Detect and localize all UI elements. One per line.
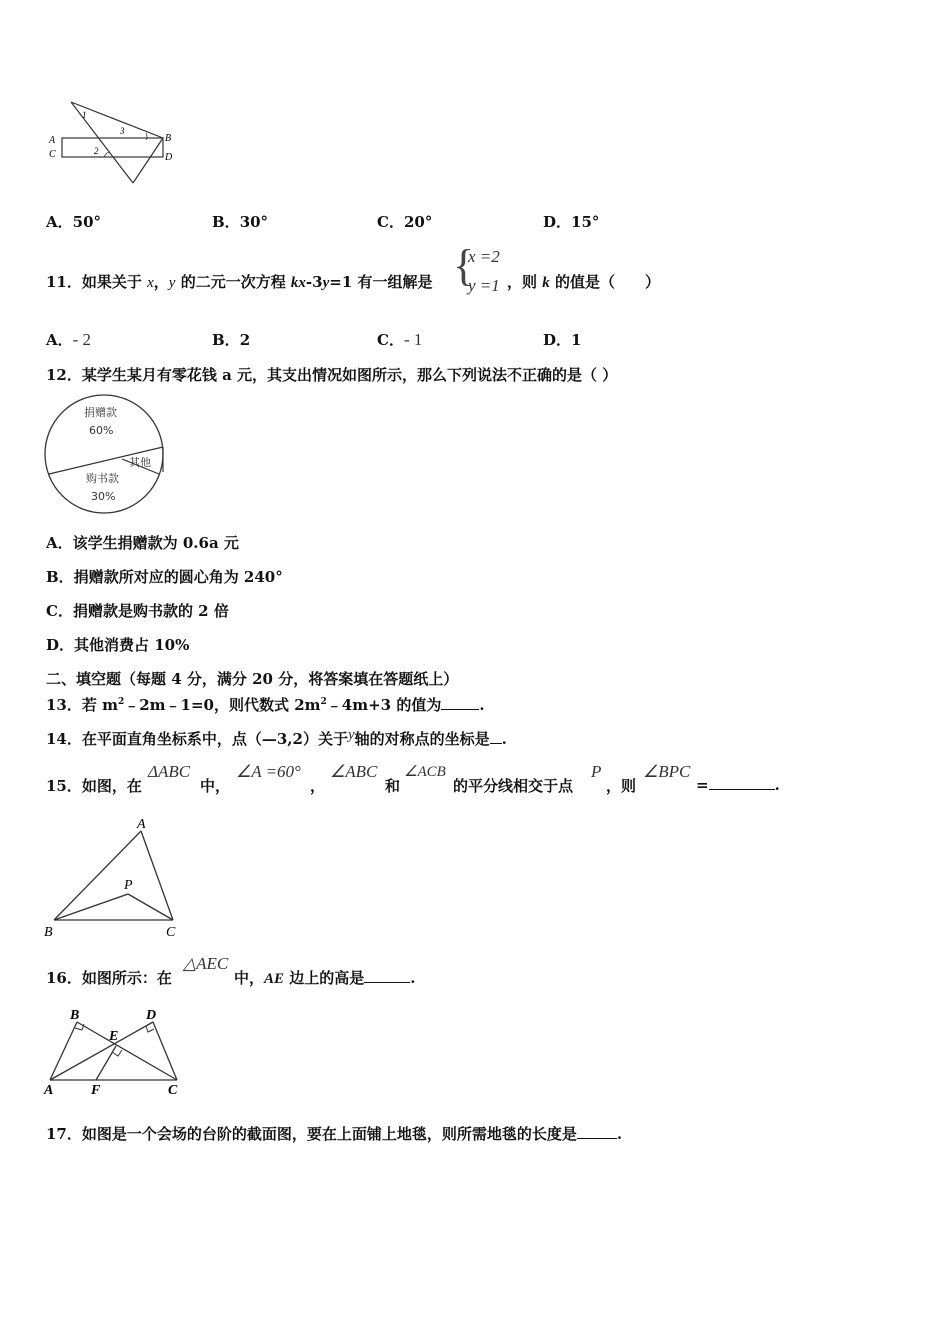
comma: ， (153, 273, 169, 291)
q16-text: 中， (234, 969, 265, 987)
q15-answer (696, 775, 780, 794)
q15-ze: ，则 (606, 777, 637, 795)
q15-angle-acb: ∠ACB (404, 764, 446, 780)
q15-triangle: ΔABC (148, 762, 191, 781)
q11-stem (46, 271, 433, 292)
q16-segment-ab (50, 1022, 77, 1080)
q11-system-line1: x =2 (468, 247, 500, 266)
q12-pie-chart (40, 392, 170, 517)
pie-label-donation: 捐赠款 (84, 406, 117, 419)
var-x: x (147, 275, 154, 291)
q16-segment-fe (96, 1046, 116, 1080)
q11-system-line2: y =1 (468, 276, 500, 295)
q12-stem: 12．某学生某月有零花钱 a 元，其支出情况如图所示，那么下列说法不正确的是（ ） (46, 366, 618, 384)
q11-text: 如果关于 (81, 273, 148, 291)
q13-text: 13．若 m (46, 696, 118, 714)
q13-stem (46, 694, 485, 715)
q15-segment-cp (128, 894, 173, 920)
option-key: B． (212, 213, 240, 231)
q11-number: 11． (46, 273, 82, 291)
option-text: 1 (571, 331, 582, 349)
q16-segment-cd (153, 1022, 177, 1080)
q16-triangle: △AEC (183, 954, 229, 973)
option-text: 捐赠款所对应的圆心角为 240° (73, 568, 283, 586)
q13-text: ﹣2m﹣1=0，则代数式 2m (124, 696, 321, 714)
q10-figure (40, 95, 190, 190)
q10-line-right (133, 138, 163, 183)
section-heading: 二、填空题（每题 4 分，满分 20 分，将答案填在答题纸上） (46, 670, 459, 688)
option-key: B． (46, 568, 74, 586)
q11-text: 的值是（ ） (549, 273, 660, 291)
option-text: 捐赠款是购书款的 2 倍 (72, 602, 229, 620)
option-text: - 1 (403, 330, 423, 349)
period: . (410, 969, 416, 987)
superscript: 2 (117, 697, 125, 707)
q11-option-c (377, 329, 422, 350)
pie-label-books: 购书款 (86, 472, 119, 485)
q15-label-P: P (124, 878, 133, 893)
q11-text: 的二元一次方程 (175, 273, 291, 291)
var-k: k (542, 275, 550, 291)
q12-option-b (46, 566, 283, 587)
option-text: 30° (239, 213, 269, 231)
q11-stem-tail (507, 271, 660, 292)
q15-label-B: B (44, 925, 53, 940)
q15-label-A: A (137, 817, 146, 832)
q10-option-c (377, 211, 432, 232)
q10-option-d (543, 211, 599, 232)
q14-answer-blank[interactable] (490, 729, 502, 744)
q10-label-2: 2 (94, 146, 99, 156)
option-key: A． (46, 213, 73, 231)
q15-side-ac (141, 831, 173, 920)
q15-num: 15．如图，在 (46, 777, 142, 795)
q10-label-D: D (165, 152, 173, 163)
q16-text: 边上的高是 (284, 969, 365, 987)
period: . (774, 776, 780, 794)
q15-answer-blank[interactable] (709, 775, 775, 790)
q17-stem (46, 1123, 622, 1144)
option-text: 2 (239, 331, 251, 349)
q10-rectangle (62, 138, 163, 157)
option-key: C． (377, 331, 404, 349)
q16-num: 16．如图所示：在 (46, 969, 172, 987)
q16-segment-bc (77, 1022, 177, 1080)
q10-label-1: 1 (82, 110, 87, 120)
var-y: y (168, 275, 176, 291)
eq-part: -3 (305, 273, 323, 291)
q15-point-p: P (591, 762, 602, 781)
option-key: C． (46, 602, 73, 620)
q16-label-C: C (168, 1083, 178, 1098)
q15-segment-bp (54, 894, 128, 920)
q10-option-a (46, 211, 101, 232)
option-text: 15° (571, 213, 600, 231)
q15-text: 的平分线相交于点 (453, 777, 574, 795)
q11-text: 有一组解是 (352, 273, 433, 291)
option-text: 20° (403, 213, 433, 231)
q16-label-D: D (146, 1008, 157, 1023)
pie-pct-books: 30% (91, 490, 116, 503)
option-text: 其他消费占 10% (74, 636, 190, 654)
option-key: A． (46, 534, 73, 552)
q11-option-b (212, 329, 250, 350)
q10-label-B: B (165, 133, 172, 144)
q12-option-d (46, 634, 189, 655)
q15-angle-abc: ∠ABC (330, 762, 378, 781)
q17-text: 17．如图是一个会场的台阶的截面图，要在上面铺上地毯，则所需地毯的长度是 (46, 1125, 577, 1143)
q16-label-F: F (91, 1083, 101, 1098)
q15-comma: ， (310, 777, 326, 795)
var-y: y (322, 275, 330, 291)
equals-sign: = (696, 776, 709, 794)
q11-system-brace: { (453, 241, 475, 290)
q10-label-A: A (49, 135, 56, 146)
option-text: 该学生捐赠款为 0.6a 元 (72, 534, 239, 552)
q12-option-a (46, 532, 239, 553)
q16-stem (234, 967, 416, 988)
q16-right-angle-d (146, 1026, 154, 1032)
q17-answer-blank[interactable] (577, 1124, 617, 1139)
option-text: 50° (72, 213, 102, 231)
q14-text: 14．在平面直角坐标系中，点（—3,2）关于 (46, 730, 348, 748)
q15-side-ab (54, 831, 141, 920)
var-x: x (298, 275, 306, 291)
option-key: D． (543, 213, 572, 231)
q13-text: ﹣4m+3 的值为 (326, 696, 442, 714)
q10-angle-arc-3 (146, 133, 147, 140)
period: . (479, 696, 485, 714)
pie-pct-donation: 60% (89, 424, 114, 437)
q16-label-E: E (109, 1029, 119, 1044)
superscript: 2 (320, 697, 327, 707)
q11-text: ，则 (507, 273, 543, 291)
q15-he: 和 (385, 777, 401, 795)
eq-part: =1 (329, 273, 353, 291)
q15-label-C: C (166, 925, 176, 940)
pie-label-other: 其他 (129, 456, 151, 469)
q15-angle-bpc: ∠BPC (643, 762, 691, 781)
period: . (501, 730, 507, 748)
period: . (616, 1125, 623, 1143)
q10-label-3: 3 (120, 126, 125, 136)
q14-stem (46, 728, 507, 749)
var-k: k (290, 275, 299, 291)
q15-zhong: 中， (200, 777, 231, 795)
q16-label-A: A (44, 1083, 54, 1098)
q15-figure (40, 812, 190, 942)
q11-option-a (46, 329, 91, 350)
q10-angle-arc-2 (104, 152, 109, 157)
q12-option-c (46, 600, 229, 621)
option-key: D． (46, 636, 75, 654)
option-key: C． (377, 213, 404, 231)
segment-ae: AE (264, 971, 285, 987)
q16-figure (40, 1005, 190, 1100)
option-key: B． (212, 331, 240, 349)
option-key: D． (543, 331, 572, 349)
q14-text: 轴的对称点的坐标是 (354, 730, 490, 748)
option-key: A． (46, 331, 73, 349)
q10-option-b (212, 211, 268, 232)
q10-label-C: C (49, 149, 56, 160)
q15-angle-a: ∠A =60° (236, 762, 301, 781)
q16-label-B: B (70, 1008, 80, 1023)
q16-answer-blank[interactable] (364, 968, 410, 983)
q13-answer-blank[interactable] (441, 695, 479, 710)
q11-option-d (543, 329, 581, 350)
option-text: - 2 (72, 330, 92, 349)
var-y: y (347, 727, 355, 743)
